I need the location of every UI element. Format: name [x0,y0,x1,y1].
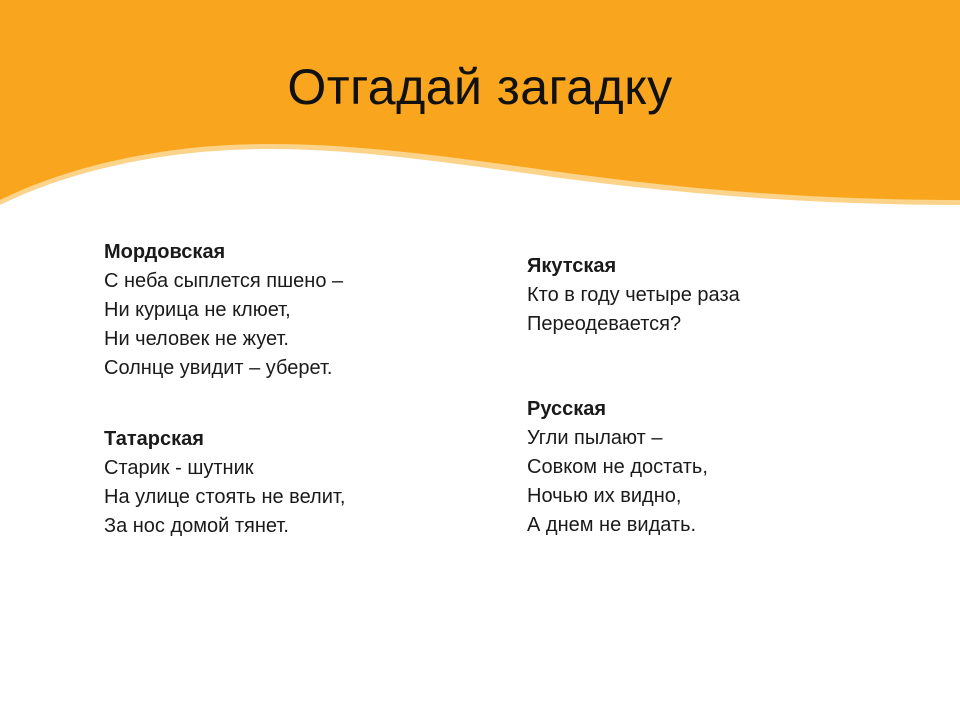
riddle-yakut [527,252,740,339]
riddle-line: Солнце увидит – уберет. [104,357,333,379]
riddle-heading: Якутская [527,255,617,277]
riddle-russian [527,395,708,540]
slide-title: Отгадай загадку [287,59,673,115]
riddle-line: Ночью их видно, [527,485,682,507]
riddle-line: Совком не достать, [527,456,708,478]
riddle-tatar [104,425,345,541]
riddle-mordovian [104,238,343,383]
riddle-line: Ни курица не клюет, [104,299,291,321]
riddle-line: На улице стоять не велит, [104,486,346,508]
riddle-line: Старик - шутник [104,457,254,479]
riddle-heading: Русская [527,398,607,420]
riddle-line: С неба сыплется пшено – [104,270,344,292]
riddle-heading: Татарская [104,428,204,450]
riddle-line: Угли пылают – [527,427,663,449]
riddle-line: За нос домой тянет. [104,515,289,537]
riddle-line: Переодевается? [527,313,682,335]
riddle-heading: Мордовская [104,241,226,263]
riddle-line: Ни человек не жует. [104,328,289,350]
riddle-line: А днем не видать. [527,514,697,536]
riddle-line: Кто в году четыре раза [527,284,740,306]
